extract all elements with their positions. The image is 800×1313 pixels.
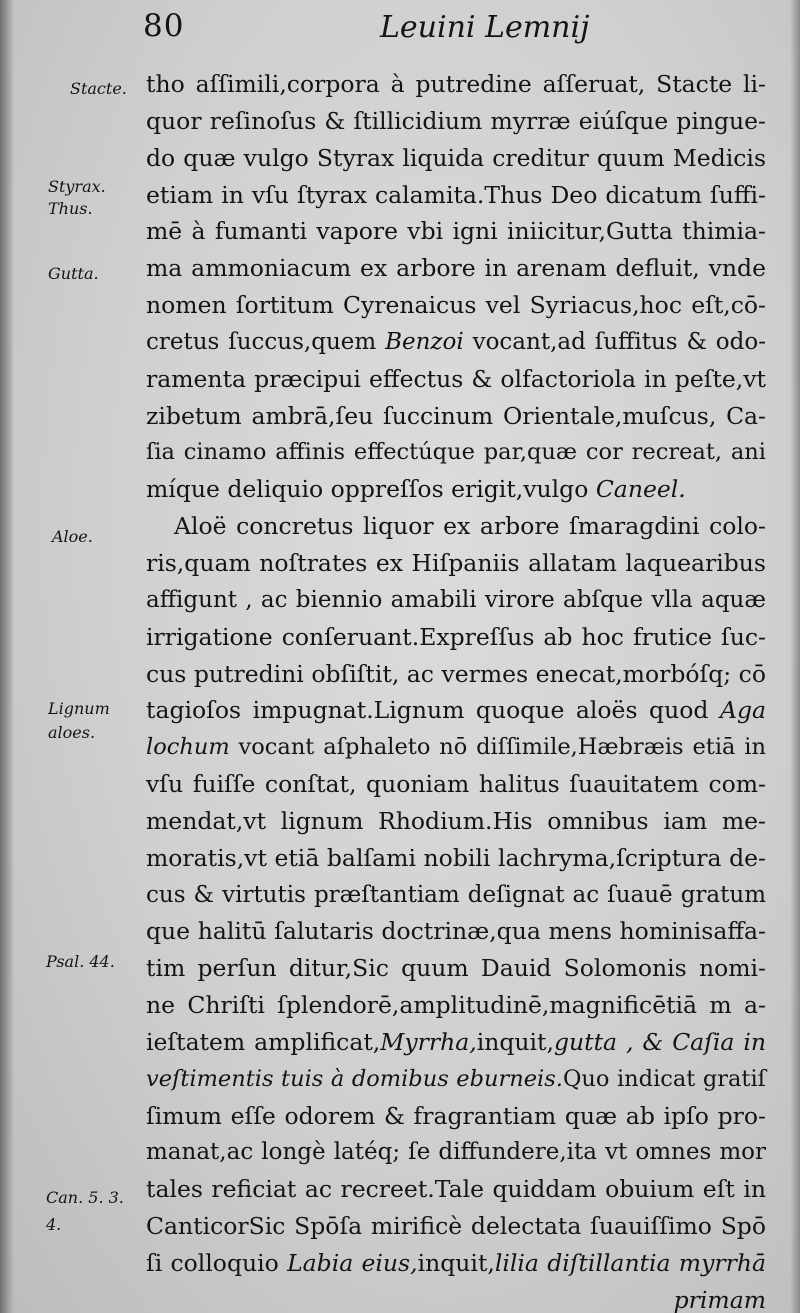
margin-note-gutta: Gutta.: [48, 264, 99, 283]
text-run: ieſtatem amplificat,: [146, 1027, 381, 1056]
margin-note-aloe: Aloe.: [52, 527, 93, 546]
text-line: [146, 1245, 766, 1282]
text-line: tho aſſimili,corpora à putredine aſſeruat, Stacte li-: [146, 70, 766, 98]
page-edge-shadow: [790, 0, 800, 1313]
text-line: zibetum ambrā,ſeu ſuccinum Orientale,muſcus, Ca-: [146, 401, 766, 430]
text-run: vocant,ad ſuffitus & odo-: [463, 328, 766, 355]
text-line: affigunt , ac biennio amabili virore abſque vlla aquæ: [146, 586, 766, 613]
margin-note-verse-4: 4.: [46, 1215, 62, 1234]
text-line: moratis,vt etiā balſami nobili lachryma,ſcriptura de-: [146, 843, 766, 872]
text-run: tagioſos impugnat.Lignum quoque aloës quod: [146, 696, 720, 725]
margin-note-lignum: Lignum: [48, 699, 110, 718]
text-line: etiam in vſu ſtyrax calamita.Thus Deo dicatum ſuffi-: [146, 180, 766, 209]
italic-quote-gutta: gutta , & Caſia in: [553, 1027, 766, 1056]
text-line: ramenta præcipui effectus & olfactoriola in peſte,vt: [146, 364, 766, 393]
text-line: que halitū ſalutaris doctrinæ,qua mens hominisaffa-: [146, 917, 766, 946]
text-run: vocant aſphaleto nō diſſimile,Hæbræis etiā in: [229, 734, 766, 761]
text-line: CanticorSic Spōſa mirificè delectata ſuauiſſimo Spō: [146, 1212, 766, 1241]
margin-note-aloes: aloes.: [48, 723, 96, 742]
running-head: Leuini Lemnij: [380, 10, 590, 45]
text-line: cus & virtutis præſtantiam deſignat ac ſuauē gratum: [146, 881, 766, 908]
text-line: tim perſun ditur,Sic quum Dauid Solomonis nomi-: [146, 954, 766, 983]
text-run: míque deliquio oppreſſos erigit,vulgo: [146, 475, 596, 504]
text-line: vſu fuiſſe conſtat, quoniam halitus ſuauitatem com-: [146, 770, 766, 799]
italic-term-caneel: Caneel.: [595, 475, 686, 504]
text-line: [146, 692, 766, 729]
text-run: inquit,: [476, 1027, 554, 1056]
text-line: nomen ſortitum Cyrenaicus vel Syriacus,hoc eſt,cō-: [146, 291, 766, 320]
paragraph-start-line: Aloë concretus liquor ex arbore ſmaragdini colo-: [174, 512, 766, 541]
margin-notes: [0, 0, 140, 1313]
text-line: ne Chriſti ſplendorē,amplitudinē,magnificētiā m a-: [146, 991, 766, 1020]
margin-note-thus: Thus.: [48, 199, 93, 218]
text-run: Quo indicat gratiſ: [562, 1065, 766, 1092]
italic-term-aga: Aga: [719, 696, 766, 725]
catchword: primam: [673, 1285, 766, 1313]
text-run: cretus ſuccus,quem: [146, 328, 386, 355]
text-line: manat,ac longè latéq; ſe diffundere,ita vt omnes mor: [146, 1139, 766, 1166]
margin-note-psalm: Psal. 44.: [46, 952, 115, 971]
text-line: [146, 471, 766, 508]
italic-term-benzoi: Benzoi: [385, 328, 464, 355]
text-line: [146, 729, 766, 766]
text-line: irrigatione conſeruant.Expreſſus ab hoc frutice ſuc-: [146, 622, 766, 651]
italic-quote-vestimentis: veſtimentis tuis à domibus eburneis.: [146, 1065, 563, 1092]
text-line: mendat,vt lignum Rhodium.His omnibus iam me-: [146, 806, 766, 835]
text-line: mē à fumanti vapore vbi igni iniicitur,Gutta thimia-: [146, 217, 766, 246]
body-text: [146, 66, 766, 1313]
text-line: [146, 324, 766, 361]
italic-term-myrrha: Myrrha,: [380, 1027, 477, 1056]
margin-note-canticles: Can. 5. 3.: [46, 1188, 124, 1207]
text-line: cus putredini obſiſtit, ac vermes enecat,morbóſq; cō: [146, 659, 766, 688]
text-line: ſimum eſſe odorem & fragrantiam quæ ab ipſo pro-: [146, 1101, 766, 1130]
margin-note-styrax: Styrax.: [48, 177, 106, 196]
text-run: inquit,: [417, 1249, 495, 1277]
text-line: tales reficiat ac recreet.Tale quiddam obuium eſt in: [146, 1175, 766, 1204]
text-line: ma ammoniacum ex arbore in arenam defluit, vnde: [146, 254, 766, 283]
text-line: [146, 1024, 766, 1061]
margin-note-stacte: Stacte.: [70, 79, 127, 98]
page-number: 80: [143, 8, 185, 44]
text-run: ſi colloquio: [146, 1249, 288, 1277]
italic-quote-lilia: lilia diſtillantia myrrhā: [494, 1249, 766, 1277]
text-line: quor reſinoſus & ſtillicidium myrræ eiúſque pingue-: [146, 106, 766, 135]
italic-term-lochum: lochum: [146, 734, 230, 761]
text-line: ſia cinamo affinis effectúque par,quæ cor recreat, ani: [146, 439, 766, 466]
italic-term-labia: Labia eius,: [287, 1249, 418, 1277]
text-line: ris,quam noſtrates ex Hiſpaniis allatam laquearibus: [146, 548, 766, 577]
text-line: [146, 1061, 766, 1098]
text-line: do quæ vulgo Styrax liquida creditur quum Medicis: [146, 143, 766, 172]
